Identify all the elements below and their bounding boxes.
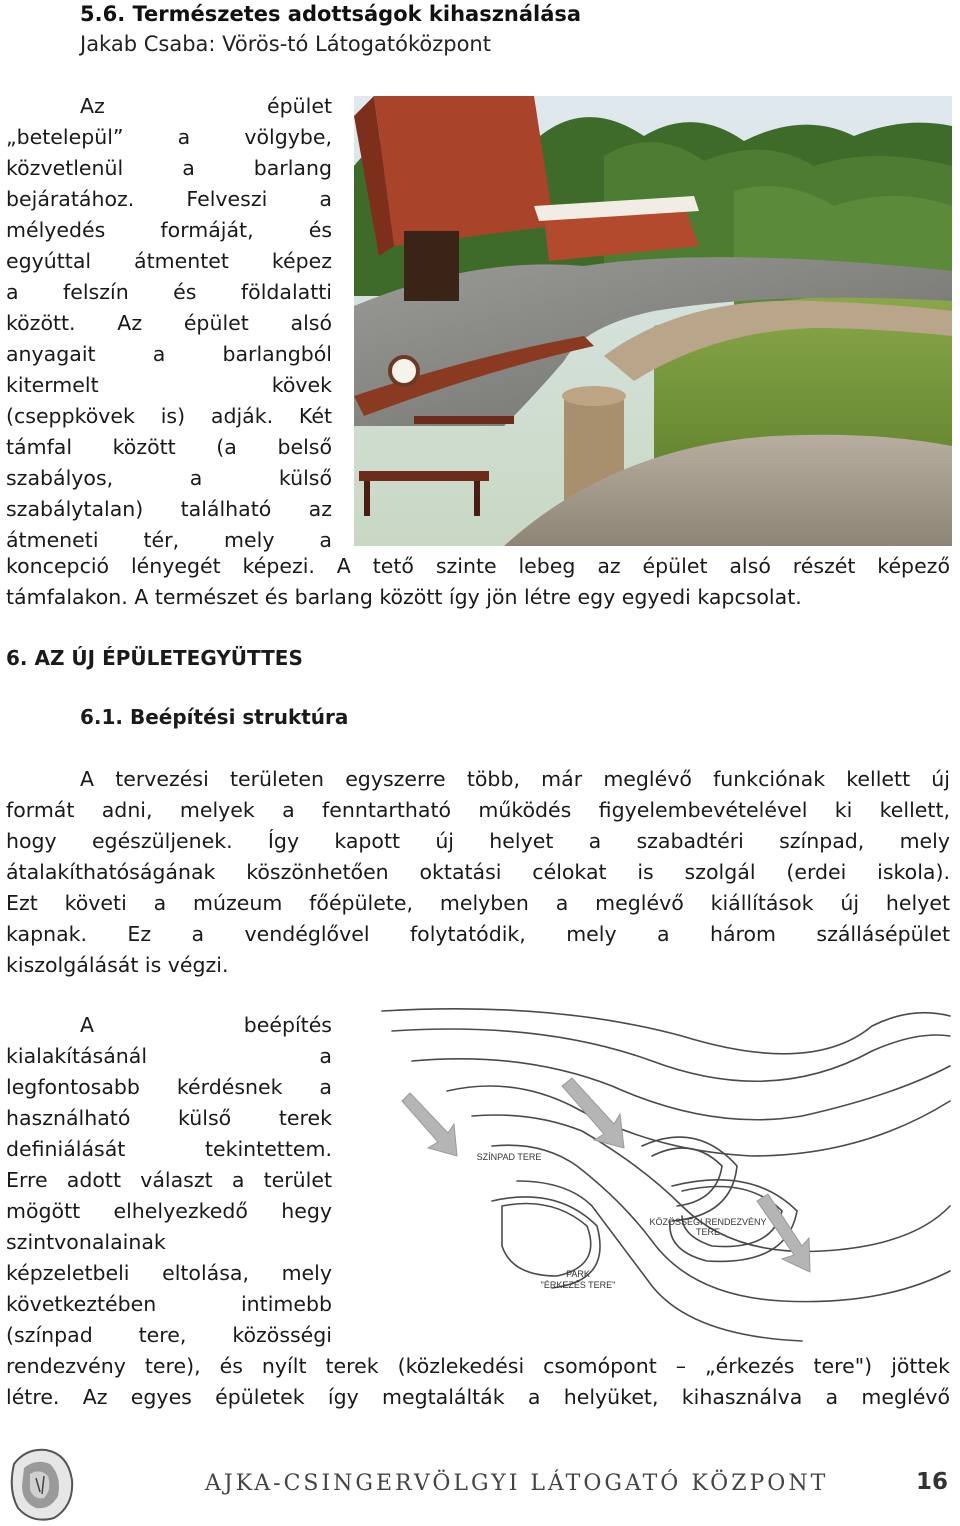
diagram-label-stage: SZÍNPAD TERE (476, 1152, 542, 1162)
text-line: következtében intimebb (6, 1292, 332, 1316)
contour-lines-sketch (352, 1006, 952, 1351)
cave-stone-logo-icon (6, 1446, 76, 1522)
visitor-center-photo-illustration (354, 96, 952, 546)
text-line: A beépítés (80, 1013, 332, 1037)
text-line: átalakíthatóságának köszönhetően oktatási célokat is szolgál (erdei iskola). (6, 860, 950, 884)
diagram-label-community-2: TERE (695, 1227, 721, 1237)
text-line: szintvonalainak (6, 1230, 166, 1254)
text-line: mögött elhelyezkedő hegy (6, 1199, 332, 1223)
contour-diagram (352, 1006, 952, 1351)
text-line: formát adni, melyek a fenntartható működés figyelembevételével ki kellett, (6, 798, 950, 822)
diagram-label-park-1: PARK (566, 1269, 590, 1279)
text-line: (cseppkövek is) adják. Két (6, 404, 332, 428)
text-line: anyagait a barlangból (6, 342, 332, 366)
text-line: rendezvény tere), és nyílt terek (közlekedési csomópont – „érkezés tere") jöttek (6, 1354, 950, 1378)
chapter-heading: 6. AZ ÚJ ÉPÜLETEGYÜTTES (6, 646, 303, 670)
text-line: kialakításánál a (6, 1044, 332, 1068)
page-number: 16 (916, 1469, 949, 1495)
text-line: legfontosabb kérdésnek a (6, 1075, 332, 1099)
text-line: a felszín és földalatti (6, 280, 332, 304)
footer-title: AJKA-CSINGERVÖLGYI LÁTOGATÓ KÖZPONT (205, 1471, 829, 1496)
text-line: koncepció lényegét képezi. A tető szinte lebeg az épület alsó részét képező (6, 554, 950, 578)
paragraph-1-column (6, 91, 332, 556)
text-line: támfal között (a belső (6, 435, 332, 459)
text-line: szabályos, a külső (6, 466, 332, 490)
section-subheading: Jakab Csaba: Vörös-tó Látogatóközpont (80, 32, 491, 56)
section-heading: 5.6. Természetes adottságok kihasználása (80, 2, 582, 26)
text-line: képzeletbeli eltolása, mely (6, 1261, 332, 1285)
diagram-label-community-1: KÖZÖSSÉGI RENDEZVÉNY (649, 1217, 767, 1227)
text-line: kapnak. Ez a vendéglővel folytatódik, mely a három szállásépület (6, 922, 950, 946)
paragraph-2 (6, 764, 950, 981)
diagram-label-park-2: "ÉRKEZÉS TERE" (540, 1280, 616, 1290)
text-line: között. Az épület alsó (6, 311, 332, 335)
text-line: „betelepül” a völgybe, (6, 125, 332, 149)
paragraph-1-continuation (6, 551, 950, 613)
text-line: hogy egészüljenek. Így kapott új helyet a szabadtéri színpad, mely (6, 829, 950, 853)
subsection-heading: 6.1. Beépítési struktúra (80, 705, 349, 729)
text-line: kiszolgálását is végzi. (6, 953, 229, 977)
text-line: (színpad tere, közösségi (6, 1323, 332, 1347)
paragraph-3-continuation (6, 1351, 950, 1413)
text-line: közvetlenül a barlang (6, 156, 332, 180)
text-line: egyúttal átmentet képez (6, 249, 332, 273)
text-line: A tervezési területen egyszerre több, már meglévő funkciónak kellett új (80, 767, 950, 791)
text-line: használható külső terek (6, 1106, 332, 1130)
text-line: szabálytalan) található az (6, 497, 332, 521)
text-line: átmeneti tér, mely a (6, 528, 332, 552)
text-line: létre. Az egyes épületek így megtalálták a helyüket, kihasználva a meglévő (6, 1385, 950, 1409)
building-photo (354, 96, 952, 546)
text-line: kitermelt kövek (6, 373, 332, 397)
text-line: Az épület (80, 94, 332, 118)
paragraph-3-column (6, 1010, 332, 1351)
text-line: támfalakon. A természet és barlang között így jön létre egy egyedi kapcsolat. (6, 585, 802, 609)
text-line: bejáratához. Felveszi a (6, 187, 332, 211)
text-line: definiálását tekintettem. (6, 1137, 332, 1161)
text-line: mélyedés formáját, és (6, 218, 332, 242)
text-line: Ezt követi a múzeum főépülete, melyben a meglévő kiállítások új helyet (6, 891, 950, 915)
text-line: Erre adott választ a terület (6, 1168, 332, 1192)
